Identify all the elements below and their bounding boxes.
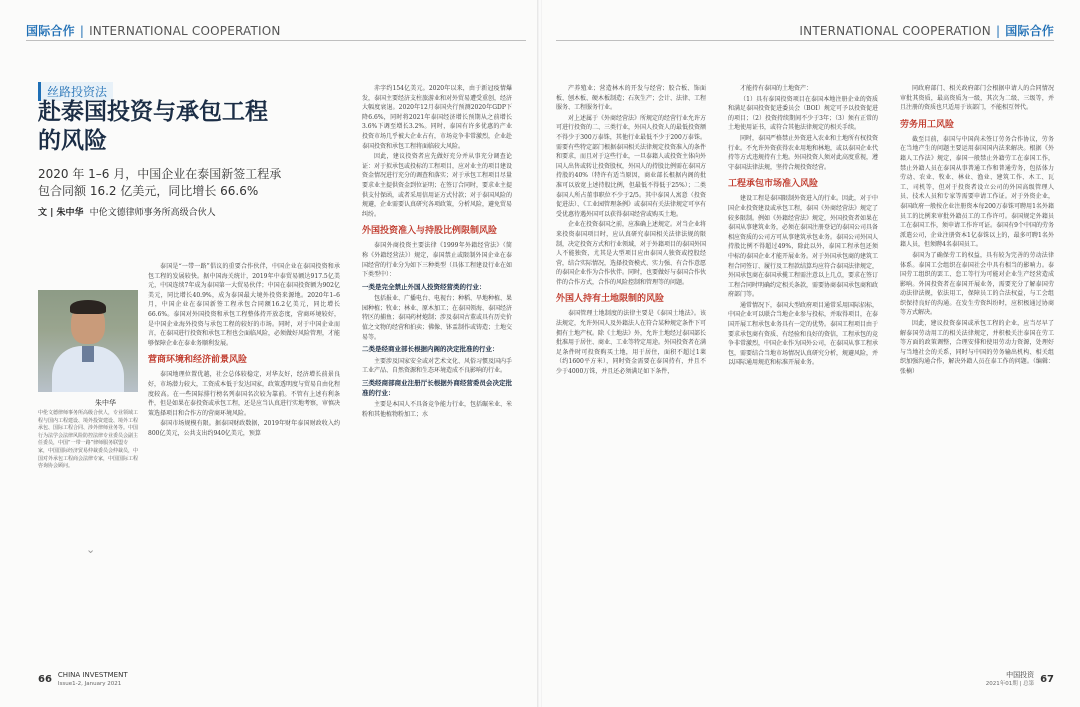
section-title-en: INTERNATIONAL COOPERATION bbox=[89, 24, 281, 38]
section-heading: 营商环境和经济前景风险 bbox=[148, 355, 248, 366]
author-photo-hair bbox=[70, 300, 106, 314]
body-paragraph: 泰国地理位置优越，社会总体较稳定，对华友好，经济增长前景良好，市场潜力较大，工资成本低于发达国家，政策透明度与贸易自由化程度较高。在一些国际排行榜名列泰国名次较为靠前。不管有上述有利条件，但是如果在泰投资或承包工程，还是应当认真进行实地考察，审慎决策选择项目和合作方的营商环境风险。 bbox=[148, 371, 340, 417]
body-paragraph: 通常情况下，泰国大型政府项目通常采用国际招标，中国企业可以联合当地企业参与投标，并取得项目，在泰国开展工程承包业务具有一定的优势。泰国工程项目由于要求承包商有资质、有经验和良好的资信，工程承包的竞争非常激烈，中国企业作为国外公司，在泰国从事工程承包，需要结合当地市场情况认真研究分析，规避风险，并以国际通用规范和标准开展业务。 bbox=[728, 301, 878, 367]
header-separator: | bbox=[79, 24, 85, 38]
page-number-right: 67 bbox=[1040, 674, 1054, 685]
section-heading: 外国投资准入与持股比例限制风险 bbox=[362, 226, 498, 237]
body-paragraph: 主要是本国人不具备竞争能力行业，包括碾米业、米粉和其他植物粉加工；水 bbox=[362, 401, 512, 418]
body-paragraph: 同政府部门、相关政府部门会根据申请人的合同情况审批其资质，最高资质为一级，其次为二级、三级等，并且注册的资质也只适用于该部门，不能相互替代。 bbox=[900, 85, 1054, 112]
text-column-4 bbox=[728, 84, 878, 664]
section-heading: 劳务用工风险 bbox=[900, 119, 955, 130]
body-paragraph: 同时，泰国严格禁止外资进入农业和土地所有权投资行业。不允许外资获得农业用地和林地，或以泰国企业代持等方式违规持有土地。外国投资人须对此高度重视，遵守泰国法律法规，坚持合规投资经营。 bbox=[728, 134, 878, 171]
section-header-left bbox=[26, 22, 281, 39]
header-rule-right bbox=[556, 40, 1054, 41]
body-paragraph: 泰国为了确保劳工的权益，具有较为完善的劳动法律体系。泰国工会组织在泰国社会中具有相当的影响力。泰国劳工组织的罢工、怠工等行为可能对企业生产经营造成影响。外国投资者在泰国开展业务，需要充分了解泰国劳动法律法规，依法用工，保障员工的合法权益，与工会组织保持良好的沟通。在发生劳资纠纷时，应积极通过协商等方式解决。 bbox=[900, 251, 1054, 317]
subsection-heading: 三类经商部商业注册厅长根据外商经营委员会决定批准的行业： bbox=[362, 379, 512, 397]
byline-author: 文 | 朱中华 bbox=[38, 208, 84, 218]
body-paragraph: 因此，建议投资泰国或承包工程的企业，应当尽早了解泰国劳动用工的相关法律规定，并积极关注泰国在劳工等方面的政策调整，合理安排和使用劳动力资源，处理好与当地社会的关系，同时与中国的劳务输出机构、相关组织加强沟通合作，解决外籍人员在泰工作的问题。（编辑：张楠） bbox=[900, 320, 1054, 376]
body-paragraph: 才能持有泰国的土地资产： bbox=[740, 85, 813, 92]
article-lede: 2020 年 1–6 月，中国企业在泰国新签工程承包合同额 16.2 亿美元，同比增长 66.6% bbox=[38, 167, 282, 198]
section-title-en-right: INTERNATIONAL COOPERATION bbox=[799, 24, 991, 38]
body-paragraph: 泰国是“一带一路”倡议的重要合作伙伴，中国企业在泰国投资和承包工程的发展较快。据中国海关统计，2019年中泰贸易额达917.5亿美元，中国连续7年成为泰国第一大贸易伙伴；中国在泰国投资额为902亿美元，同比增长40.9%，成为泰国最大境外投资来源地。2020年1–6月，中国企业在泰国新签工程承包合同额16.2亿美元，同比增长66.6%。泰国对外国投资和承包工程整体持开放态度，营商环境较好，是中国企业海外投资与承包工程的较好的市场。同时，对于中国企业而言，在泰国进行投资和承包工程也会面临风险，必须做好风险管理，才能够保障企业在泰业务顺利发展。 bbox=[148, 263, 340, 347]
section-title-cn-right: 国际合作 bbox=[1005, 24, 1054, 38]
footer-magazine-cn: 中国投资 bbox=[1006, 671, 1035, 679]
chevron-down-icon: ⌄ bbox=[86, 543, 96, 556]
section-header-right bbox=[799, 22, 1054, 39]
text-column-2 bbox=[362, 84, 512, 664]
category-tag: 丝路投资法 bbox=[38, 82, 113, 101]
article-title: 赴泰国投资与承包工程的风险 bbox=[38, 98, 268, 154]
body-paragraph: 企业在投资泰国之前，应准确上述规定。对当企业将来投资泰国项目时，应认真研究泰国相关法律法规的限制，决定投资方式和行业领域，对于外籍项目的泰国外国人不能独资，尤其是大型项目应由泰国人独资或控股经营，结合实际情况，选择投资模式、实力强、有合作意愿的泰国企业作为合作伙伴。同时，也要做好与泰国合作伙伴的合作方式，合作的风险控制和管理等的问题。 bbox=[556, 221, 706, 286]
body-paragraph: 因此，建议投资者应先做好充分并从事充分调查论证：对于拟承包或投标的工程项目，应对业主的项目建设资金情况进行充分的调查和落实；对于承包工程项目尽量要求业主提供资金到位证明；在签订合同时，要求业主提供支付保函，或者采用信用证方式付款；对于泰国风险的规避，企业需要认真研究各项政策，分析风险，避免贸易纠纷。 bbox=[362, 153, 512, 218]
body-paragraph: （1）具有泰国投资项目在泰国本地注册企业的资质和满足泰国投资促进委员会（BOI）规定可予以投资促进的项目；（2）投资持续期间不少于3年；（3）须有正常的土地使用证书，或符合其他法律规定的相关手续。 bbox=[728, 95, 878, 132]
section-heading: 外国人持有土地限制的风险 bbox=[556, 294, 665, 305]
header-rule bbox=[26, 40, 526, 41]
header-separator-right: | bbox=[995, 24, 1001, 38]
body-paragraph: 赤字约154亿美元。2020年以来，由于新冠疫情爆发，泰国主要经济支柱旅游业和对外贸易遭受重创，经济大幅度衰退。2020年12月泰国央行预测2020年GDP下降6.6%，同时将2021年泰国经济增长预期从之前增长3.6%下调至增长3.2%。同时，泰国有许多优惠的产业投资市场几乎被大企业占有，市场竞争非常激烈，企业赴泰国投资和承包工程将面临较大风险。 bbox=[362, 85, 512, 150]
footer-left bbox=[38, 671, 128, 688]
author-bio: 中伦文德律师事务所高级合伙人，专业领域工程与国内工程建设、境外投资建设、境外工程承包、国际工程合同、涉外律师业务等。中国行为法学会法律风险防控法律专业委员会副主任委员，中国“一带一路”律师服务联盟专家，中国国际经济贸易仲裁委员会仲裁员，中国对外承包工程商会法律专家，中国国际工程咨询协会顾问。 bbox=[38, 410, 139, 470]
byline-org: 中伦文德律师事务所高级合伙人 bbox=[89, 208, 216, 218]
body-paragraph: 建设工程是泰国限制外资进入的行业。因此，对于中国企业投资建设或承包工程，泰国《外商经营法》规定了较多限制。例如《外籍经营法》规定，外国投资者如果在泰国从事建筑业务，必须在泰国注册登记的泰国公司具备相应资质的公司方可从事建筑承包业务。泰国公司外国人持股比例不得超过49%，除此以外，泰国工程承包还须中标的泰国企业才能开展业务。对于外国承包商的建筑工程合同签订、履行及工程款结算均应符合泰国法律规定，外国承包商在泰国承揽工程需注意以上几点，要求在签订工程合同时明确约定相关条款，需要协商泰国承包商和政府部门等。 bbox=[728, 195, 878, 299]
body-paragraph: 泰国管理土地制度的法律主要是《泰国土地法》。该法规定，允许外国人及外籍法人在符合某种规定条件下可拥有土地产权。除《土地法》外，允许土地经过泰国部长批准用于居住、商业、工业等特定用途。外国投资者在满足条件时可投资购买土地，用于居住，面积不超过1莱（约1600平方米），同时资金需要在泰国持有，并且不少于4000万铢，并且还必须满足如下条件， bbox=[556, 310, 706, 376]
page-number-left: 66 bbox=[38, 674, 52, 685]
body-paragraph: 泰国市场规模有限。据泰国财政数据，2019年财年泰国财政收入约800亿美元，公共支出约940亿美元，预算 bbox=[148, 420, 340, 437]
byline bbox=[38, 205, 216, 218]
body-paragraph: 产养殖业；营造林木的开发与经营；胶合板、饰面板、刨木板、硬木板制造；石灰生产；会计、法律、工程服务、工程服务行业。 bbox=[556, 85, 706, 112]
body-paragraph: 对上述属于《外商经营法》所规定的经营行业允许方可进行投资的二、三类行业，外国人投资人的最低投资额不得少于300万泰铢，其他行业最低不少于200万泰铢。需要有些特定部门根据泰国相关法律规定投资准入的条件和要求，而且对于这些行业，一旦泰籍人或投资主体向外国人出售或转让投资股权，外国人的持股比例需在泰国方持股的40%（特许有适当原因，商业部长根据内阁的批准可以放宽上述持股比例，但最低不得低于25%）；二类泰国人所占董事职位不少于2/5。其中泰国人寓意（投资促进法）、《工业园管理条例》或泰国有关法律规定可享有受优惠待遇外国可以获得泰国经营或购买土地。 bbox=[556, 114, 706, 218]
footer-issue-cn: 2021年01期 | 总第 bbox=[985, 681, 1035, 687]
body-paragraph: 包括报业、广播电台、电视台；种稻、旱地种植、果园种植；牧业；林业、原木加工；在泰国领海、泰国经济特区的捕鱼；泰国药材炮制；涉及泰国古董或具有历史价值之文物的经营和拍卖；佛像、钵盂制作或铸造；土地交易等。 bbox=[362, 295, 512, 341]
subsection-heading: 一类是完全禁止外国人投资经营类的行业： bbox=[362, 282, 486, 291]
footer-right bbox=[986, 671, 1054, 688]
body-paragraph: 主要涉及国家安全或对艺术文化、风俗习惯及国内手工业产品、自然资源和生态环境造成不良影响的行业。 bbox=[362, 357, 512, 375]
footer-issue-en: Issue1-2, January 2021 bbox=[57, 681, 122, 687]
author-photo-caption: 朱中华 bbox=[95, 399, 116, 407]
author-photo-collar bbox=[82, 346, 94, 362]
footer-magazine-en: CHINA INVESTMENT bbox=[57, 671, 128, 679]
section-title-cn: 国际合作 bbox=[26, 24, 75, 38]
body-paragraph: 截至目前，泰国与中国尚未签订劳务合作协议，劳务在当地产生的问题主要运用泰国国内法来解决。根据《外籍人工作法》规定，泰国一般禁止外籍劳工在泰国工作，禁止外籍人员在泰国从事普通工作和普通劳务，包括体力劳动、农业、牧业、林业、渔业、建筑工作、木工、瓦工、司机等，但对于投资者设立公司的外国高级管理人员、技术人员和专家等需要申请工作证。对于外资企业，泰国政府一般按企业注册资本每200万泰铢可聘用1名外籍员工的比例来审批外籍员工的工作许可。泰国规定外籍员工在泰国工作，须申请工作许可证。泰国有9个中国的劳务派遣公司，企业注册资本1亿泰铢以上的，最多可聘1名外籍人员，但须聘4名泰国员工。 bbox=[900, 135, 1054, 249]
text-column-1 bbox=[148, 262, 340, 662]
text-column-3 bbox=[556, 84, 706, 664]
text-column-5 bbox=[900, 84, 1054, 664]
author-photo bbox=[38, 290, 138, 392]
subsection-heading: 二类是经商业部长根据内阁的决定批准的行业： bbox=[362, 345, 499, 354]
left-page bbox=[0, 0, 539, 707]
right-page bbox=[542, 0, 1080, 707]
body-paragraph: 泰国外商投资主要法律《1999年外籍经营法》（简称《外籍经营法》）规定，泰国禁止或限制外国企业在泰国经营的行业分为如下三种类型（具体工程建设行业在如下类型中）： bbox=[362, 242, 512, 279]
section-heading: 工程承包市场准入风险 bbox=[728, 179, 819, 190]
